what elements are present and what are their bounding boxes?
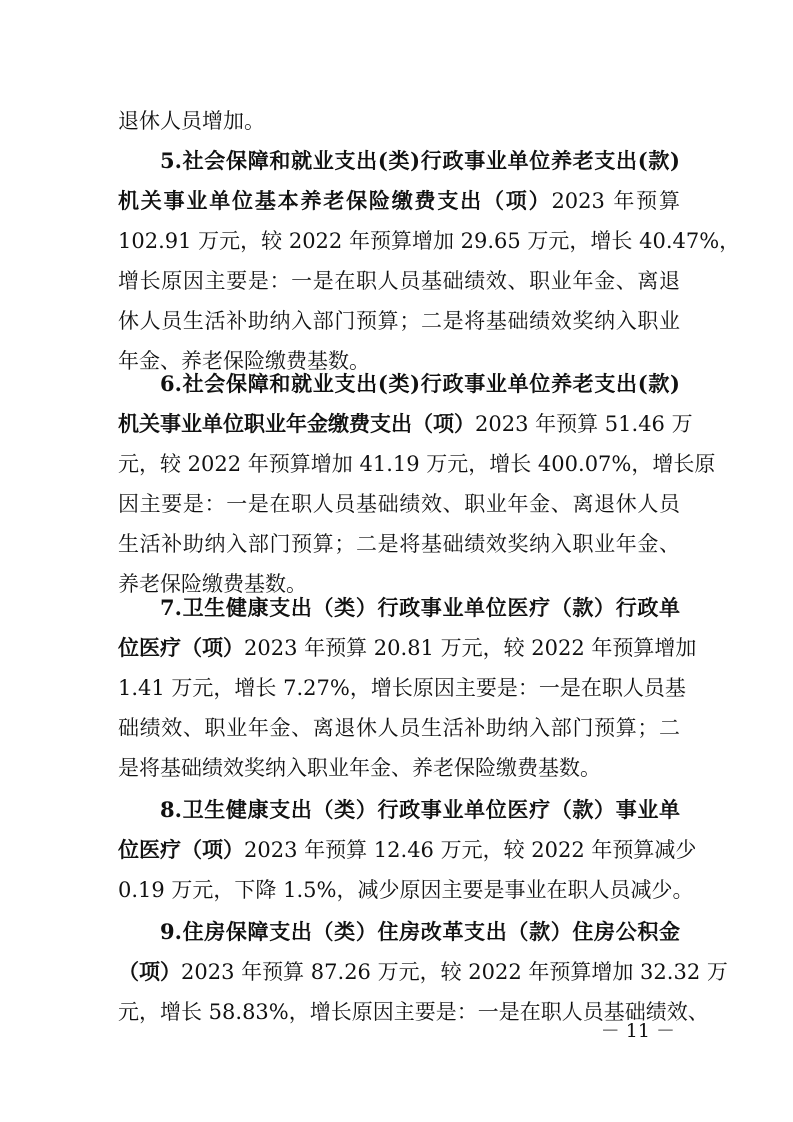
paragraph-line: （项）2023 年预算 87.26 万元，较 2022 年预算增加 32.32 万: [118, 959, 728, 984]
paragraph-line: 1.41 万元，增长 7.27%，增长原因主要是：一是在职人员基: [118, 676, 686, 700]
paragraph-line: 是将基础绩效奖纳入职业年金、养老保险缴费基数。: [118, 756, 601, 780]
paragraph-line: 退休人员增加。: [118, 109, 265, 133]
paragraph-heading-line: 8.卫生健康支出（类）行政事业单位医疗（款）事业单: [160, 797, 680, 822]
paragraph-line: 养老保险缴费基数。: [118, 572, 307, 596]
paragraph-heading-line: 5.社会保障和就业支出(类)行政事业单位养老支出(款): [160, 148, 680, 173]
paragraph-line: 础绩效、职业年金、离退休人员生活补助纳入部门预算；二: [118, 716, 680, 740]
paragraph-line: 102.91 万元，较 2022 年预算增加 29.65 万元，增长 40.47%，: [118, 229, 741, 253]
page-number: － 11 －: [600, 1020, 675, 1042]
paragraph-line: 位医疗（项）2023 年预算 12.46 万元，较 2022 年预算减少: [118, 837, 697, 862]
paragraph-line: 位医疗（项）2023 年预算 20.81 万元，较 2022 年预算增加: [118, 635, 697, 660]
paragraph-line: 休人员生活补助纳入部门预算；二是将基础绩效奖纳入职业: [118, 309, 680, 333]
paragraph-heading-line: 7.卫生健康支出（类）行政事业单位医疗（款）行政单: [160, 595, 680, 620]
paragraph-line: 元，较 2022 年预算增加 41.19 万元，增长 400.07%，增长原: [118, 452, 716, 476]
paragraph-heading-line: 9.住房保障支出（类）住房改革支出（款）住房公积金: [160, 919, 680, 944]
paragraph-line: 0.19 万元，下降 1.5%，减少原因主要是事业在职人员减少。: [118, 878, 694, 902]
paragraph-line: 增长原因主要是：一是在职人员基础绩效、职业年金、离退: [118, 269, 680, 293]
paragraph-line: 年金、养老保险缴费基数。: [118, 349, 370, 373]
paragraph-line: 生活补助纳入部门预算；二是将基础绩效奖纳入职业年金、: [118, 532, 680, 556]
paragraph-line: 机关事业单位基本养老保险缴费支出（项）2023 年预算: [118, 188, 680, 213]
paragraph-line: 机关事业单位职业年金缴费支出（项）2023 年预算 51.46 万: [118, 411, 693, 436]
paragraph-line: 元，增长 58.83%，增长原因主要是：一是在职人员基础绩效、: [118, 1000, 709, 1024]
paragraph-line: 因主要是：一是在职人员基础绩效、职业年金、离退休人员: [118, 492, 680, 516]
paragraph-heading-line: 6.社会保障和就业支出(类)行政事业单位养老支出(款): [160, 371, 680, 396]
